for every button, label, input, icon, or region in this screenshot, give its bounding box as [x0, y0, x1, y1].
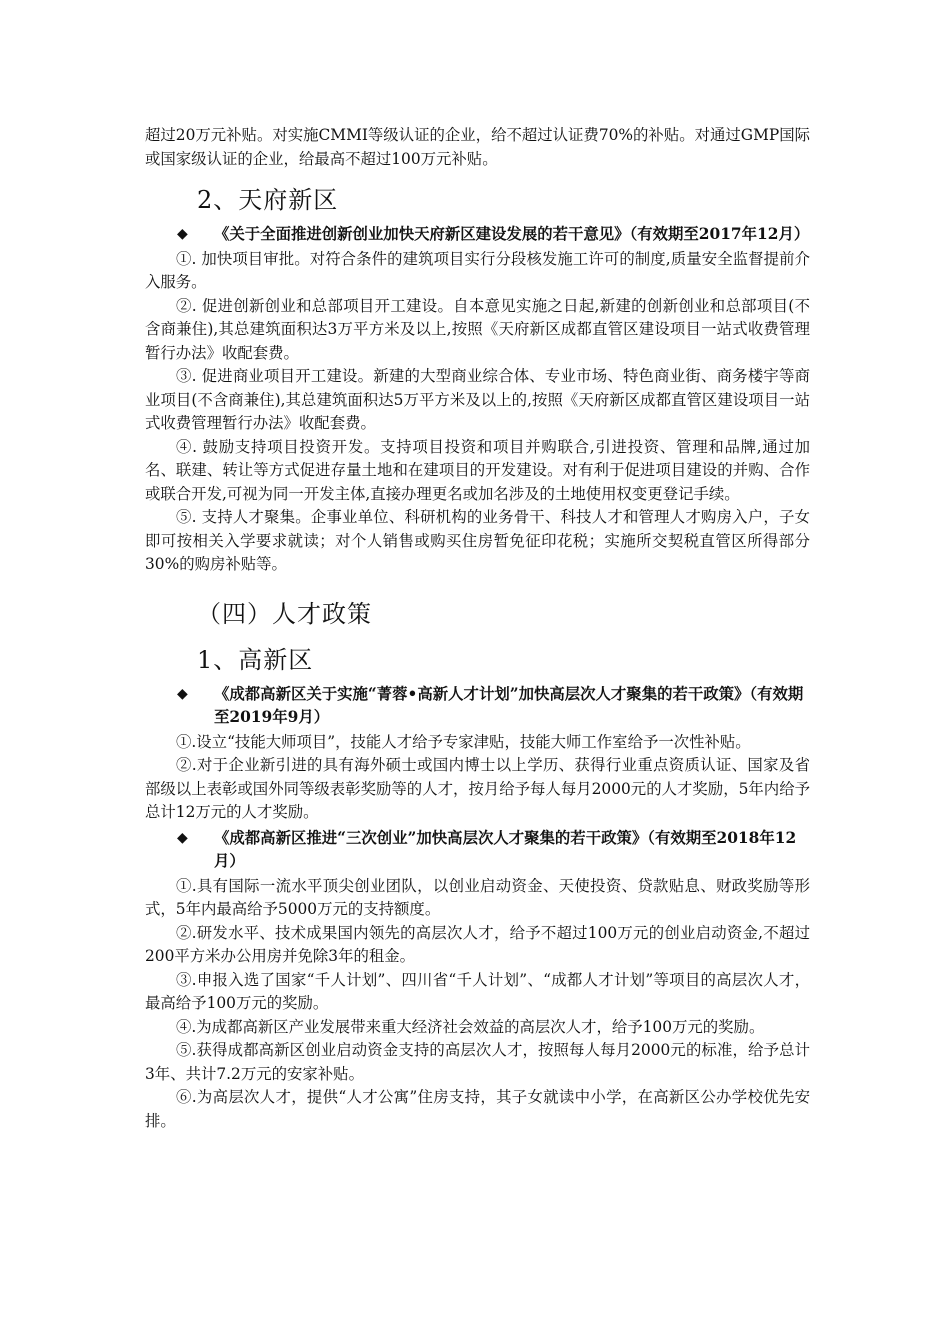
list-item: ②.研发水平、技术成果国内领先的高层次人才，给予不超过100万元的创业启动资金,不超过200平方米办公用房并免除3年的租金。 — [145, 923, 810, 965]
list-item: ⑥.为高层次人才，提供“人才公寓”住房支持，其子女就读中小学，在高新区公办学校优先安排。 — [145, 1088, 810, 1130]
policy-title-gaoxin-2 — [145, 827, 810, 874]
document-body — [145, 124, 810, 1133]
list-item: ①.设立“技能大师项目”，技能人才给予专家津贴，技能大师工作室给予一次性补贴。 — [176, 732, 751, 751]
policy-title-text: 《成都高新区关于实施“菁蓉•高新人才计划”加快高层次人才聚集的若干政策》（有效期至2019年9月） — [214, 684, 804, 726]
list-item: ③. 促进商业项目开工建设。新建的大型商业综合体、专业市场、特色商业街、商务楼宇等商业项目(不含商兼住),其总建筑面积达5万平方米及以上的,按照《天府新区成都直管区建设项目一站式收费管理暂行办法》收配套费。 — [145, 367, 810, 432]
list-item: ⑤.获得成都高新区创业启动资金支持的高层次人才，按照每人每月2000元的标准，给予总计3年、共计7.2万元的安家补贴。 — [145, 1041, 810, 1083]
list-item: ②. 促进创新创业和总部项目开工建设。自本意见实施之日起,新建的创新创业和总部项目(不含商兼住),其总建筑面积达3万平方米及以上,按照《天府新区成都直管区建设项目一站式收费管理暂行办法》收配套费。 — [145, 296, 810, 362]
list-item: ②.对于企业新引进的具有海外硕士或国内博士以上学历、获得行业重点资质认证、国家及省部级以上表彰或国外同等级表彰奖励等的人才，按月给予每人每月2000元的人才奖励，5年内给予总计12万元的人才奖励。 — [145, 756, 810, 821]
diamond-bullet-icon: ◆ — [177, 829, 188, 846]
list-item: ⑤. 支持人才聚集。企事业单位、科研机构的业务骨干、科技人才和管理人才购房入户，子女即可按相关入学要求就读；对个人销售或购买住房暂免征印花税；实施所交契税直管区所得部分30%的购房补贴等。 — [145, 508, 810, 573]
list-item: ④.为成都高新区产业发展带来重大经济社会效益的高层次人才，给予100万元的奖励。 — [176, 1017, 765, 1036]
policy-title-text: 《成都高新区推进“三次创业”加快高层次人才聚集的若干政策》（有效期至2018年12月） — [214, 828, 797, 870]
diamond-bullet-icon: ◆ — [177, 226, 188, 242]
section-heading-talent-policy: （四）人才政策 — [197, 599, 372, 628]
list-item: ④. 鼓励支持项目投资开发。支持项目投资和项目并购联合,引进投资、管理和品牌,通过加名、联建、转让等方式促进存量土地和在建项目的开发建设。对有利于促进项目建设的并购、合作或联合开发,可视为同一开发主体,直接办理更名或加名涉及的土地使用权变更登记手续。 — [145, 437, 810, 503]
list-item: ③.申报入选了国家“千人计划”、四川省“千人计划”、“成都人才计划”等项目的高层次人才，最高给予100万元的奖励。 — [145, 970, 810, 1012]
policy-title-text: 《关于全面推进创新创业加快天府新区建设发展的若干意见》（有效期至2017年12月） — [214, 225, 810, 243]
policy-title-tianfu — [145, 223, 810, 247]
diamond-bullet-icon: ◆ — [177, 685, 188, 702]
list-item: ①.具有国际一流水平顶尖创业团队，以创业启动资金、天使投资、贷款贴息、财政奖励等形式，5年内最高给予5000万元的支持额度。 — [145, 876, 810, 918]
intro-paragraph: 超过20万元补贴。对实施CMMI等级认证的企业，给不超过认证费70%的补贴。对通过GMP国际或国家级认证的企业，给最高不超过100万元补贴。 — [145, 126, 810, 168]
list-item: ①. 加快项目审批。对符合条件的建筑项目实行分段核发施工许可的制度,质量安全监督提前介入服务。 — [145, 249, 810, 291]
section-heading-gaoxin: 1、高新区 — [197, 645, 314, 674]
policy-title-gaoxin-1 — [145, 683, 810, 730]
section-heading-tianfu: 2、天府新区 — [197, 186, 339, 214]
